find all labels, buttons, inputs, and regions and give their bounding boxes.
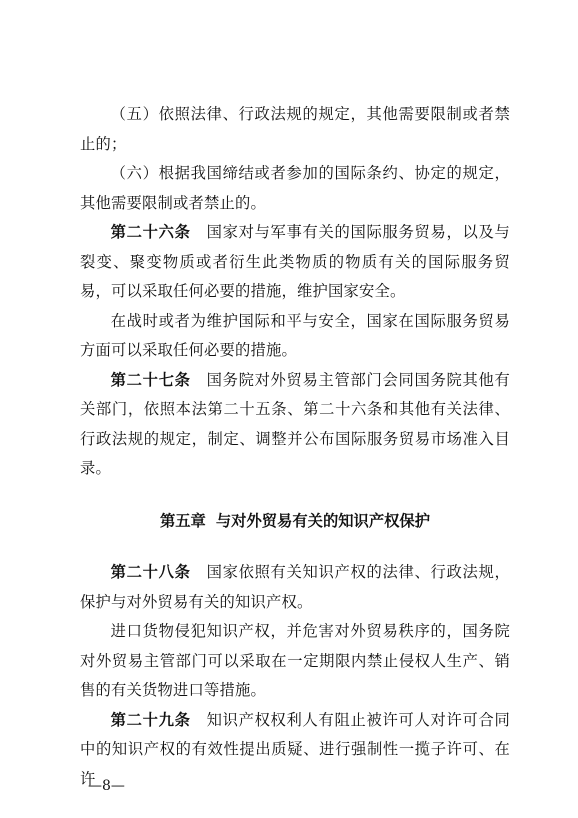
article-26-heading: 第二十六条 (110, 223, 191, 241)
article-29-heading: 第二十九条 (110, 710, 191, 729)
paragraph-article-28 (80, 558, 510, 617)
paragraph-item-6 (80, 159, 510, 218)
chapter-title: 与对外贸易有关的知识产权保护 (215, 511, 431, 530)
paragraph-article-26 (80, 218, 510, 307)
paragraph-text: 在战时或者为维护国际和平与安全，国家在国际服务贸易方面可以采取任何必要的措施。 (80, 311, 510, 359)
paragraph-text: 进口货物侵犯知识产权，并危害对外贸易秩序的，国务院对外贸易主管部门可以采取在一定期限内禁止侵权人生产、销售的有关货物进口等措施。 (80, 622, 510, 699)
paragraph-article-26-clause-2 (80, 307, 510, 366)
paragraph-text: （六）根据我国缔结或者参加的国际条约、协定的规定，其他需要限制或者禁止的。 (80, 164, 510, 212)
article-28-heading: 第二十八条 (110, 563, 191, 581)
paragraph-text: （五）依照法律、行政法规的规定，其他需要限制或者禁止的； (80, 105, 510, 153)
paragraph-text: 国家对与军事有关的国际服务贸易，以及与裂变、聚变物质或者衍生此类物质的物质有关的国际服务贸易，可以采取任何必要的措施，维护国家安全。 (80, 223, 510, 300)
paragraph-article-27 (80, 366, 510, 484)
paragraph-article-29 (80, 706, 510, 795)
page-number: —8— (88, 778, 125, 794)
chapter-number: 第五章 (159, 511, 206, 530)
page-content (80, 100, 510, 794)
paragraph-text: 国家依照有关知识产权的法律、行政法规，保护与对外贸易有关的知识产权。 (80, 563, 510, 611)
paragraph-item-5 (80, 100, 510, 159)
article-27-heading: 第二十七条 (110, 370, 191, 389)
paragraph-text: 国务院对外贸易主管部门会同国务院其他有关部门，依照本法第二十五条、第二十六条和其他有关法律、行政法规的规定，制定、调整并公布国际服务贸易市场准入目录。 (80, 370, 510, 477)
paragraph-text: 知识产权权利人有阻止被许可人对许可合同中的知识产权的有效性提出质疑、进行强制性一揽子许可、在许 (80, 710, 510, 788)
chapter-heading (80, 507, 510, 537)
paragraph-article-28-clause-2 (80, 617, 510, 706)
